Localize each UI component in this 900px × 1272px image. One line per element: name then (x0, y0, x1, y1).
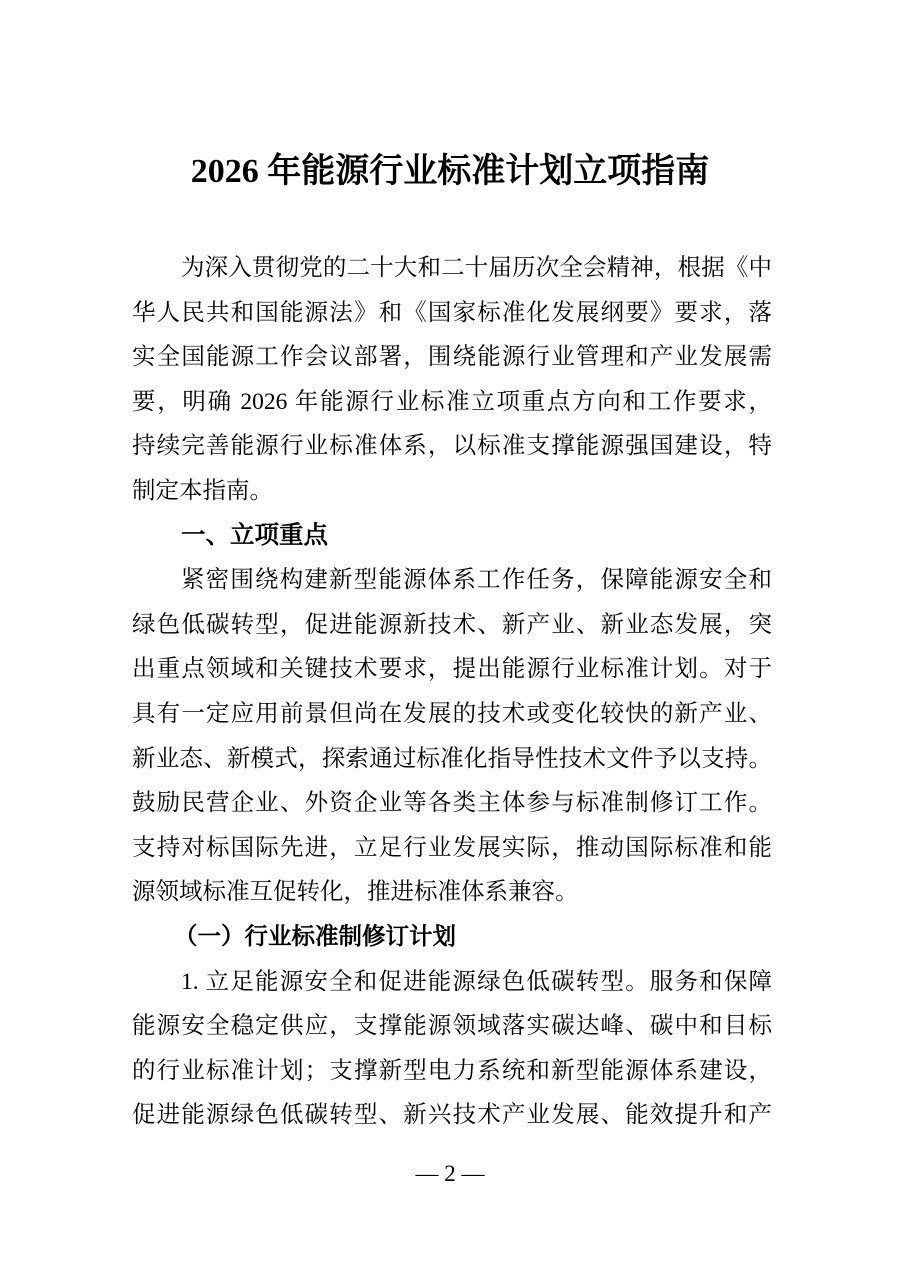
paragraph-2-line-4: 具有一定应用前景但尚在发展的技术或变化较快的新产业、 (132, 700, 772, 727)
section-heading-1: 一、立项重点 (181, 521, 328, 549)
paragraph-3-line-3: 的行业标准计划；支撑新型电力系统和新型能源体系建设， (132, 1057, 772, 1084)
paragraph-2-line-3: 出重点领域和关键技术要求，提出能源行业标准计划。对于 (132, 656, 772, 683)
paragraph-1-line-6: 制定本指南。 (132, 477, 273, 504)
paragraph-1-line-1: 为深入贯彻党的二十大和二十届历次全会精神，根据《中 (181, 255, 772, 281)
paragraph-3-line-2: 能源安全稳定供应，支撑能源领域落实碳达峰、碳中和目标 (132, 1013, 772, 1040)
paragraph-2-line-2: 绿色低碳转型，促进能源新技术、新产业、新业态发展，突 (132, 611, 772, 638)
page-number: — 2 — (415, 1161, 485, 1186)
paragraph-2-line-5: 新业态、新模式，探索通过标准化指导性技术文件予以支持。 (132, 745, 772, 772)
paragraph-2-line-1: 紧密围绕构建新型能源体系工作任务，保障能源安全和 (181, 567, 772, 594)
paragraph-2-line-6: 鼓励民营企业、外资企业等各类主体参与标准制修订工作。 (132, 790, 772, 817)
paragraph-1-line-4: 要，明确 2026 年能源行业标准立项重点方向和工作要求， (132, 388, 772, 415)
paragraph-2-line-8: 源领域标准互促转化，推进标准体系兼容。 (132, 879, 579, 906)
section-heading-2: （一）行业标准制修订计划 (174, 923, 456, 950)
paragraph-1-line-3: 实全国能源工作会议部署，围绕能源行业管理和产业发展需 (132, 344, 772, 371)
paragraph-2-line-7: 支持对标国际先进，立足行业发展实际，推动国际标准和能 (132, 834, 772, 861)
document-title: 2026 年能源行业标准计划立项指南 (190, 153, 710, 190)
paragraph-3-line-4: 促进能源绿色低碳转型、新兴技术产业发展、能效提升和产 (132, 1102, 772, 1129)
paragraph-1-line-5: 持续完善能源行业标准体系，以标准支撑能源强国建设，特 (132, 433, 772, 460)
document-body (132, 246, 772, 1138)
paragraph-3-line-1: 1. 立足能源安全和促进能源绿色低碳转型。服务和保障 (181, 968, 772, 995)
paragraph-1-line-2: 华人民共和国能源法》和《国家标准化发展纲要》要求，落 (132, 299, 772, 326)
